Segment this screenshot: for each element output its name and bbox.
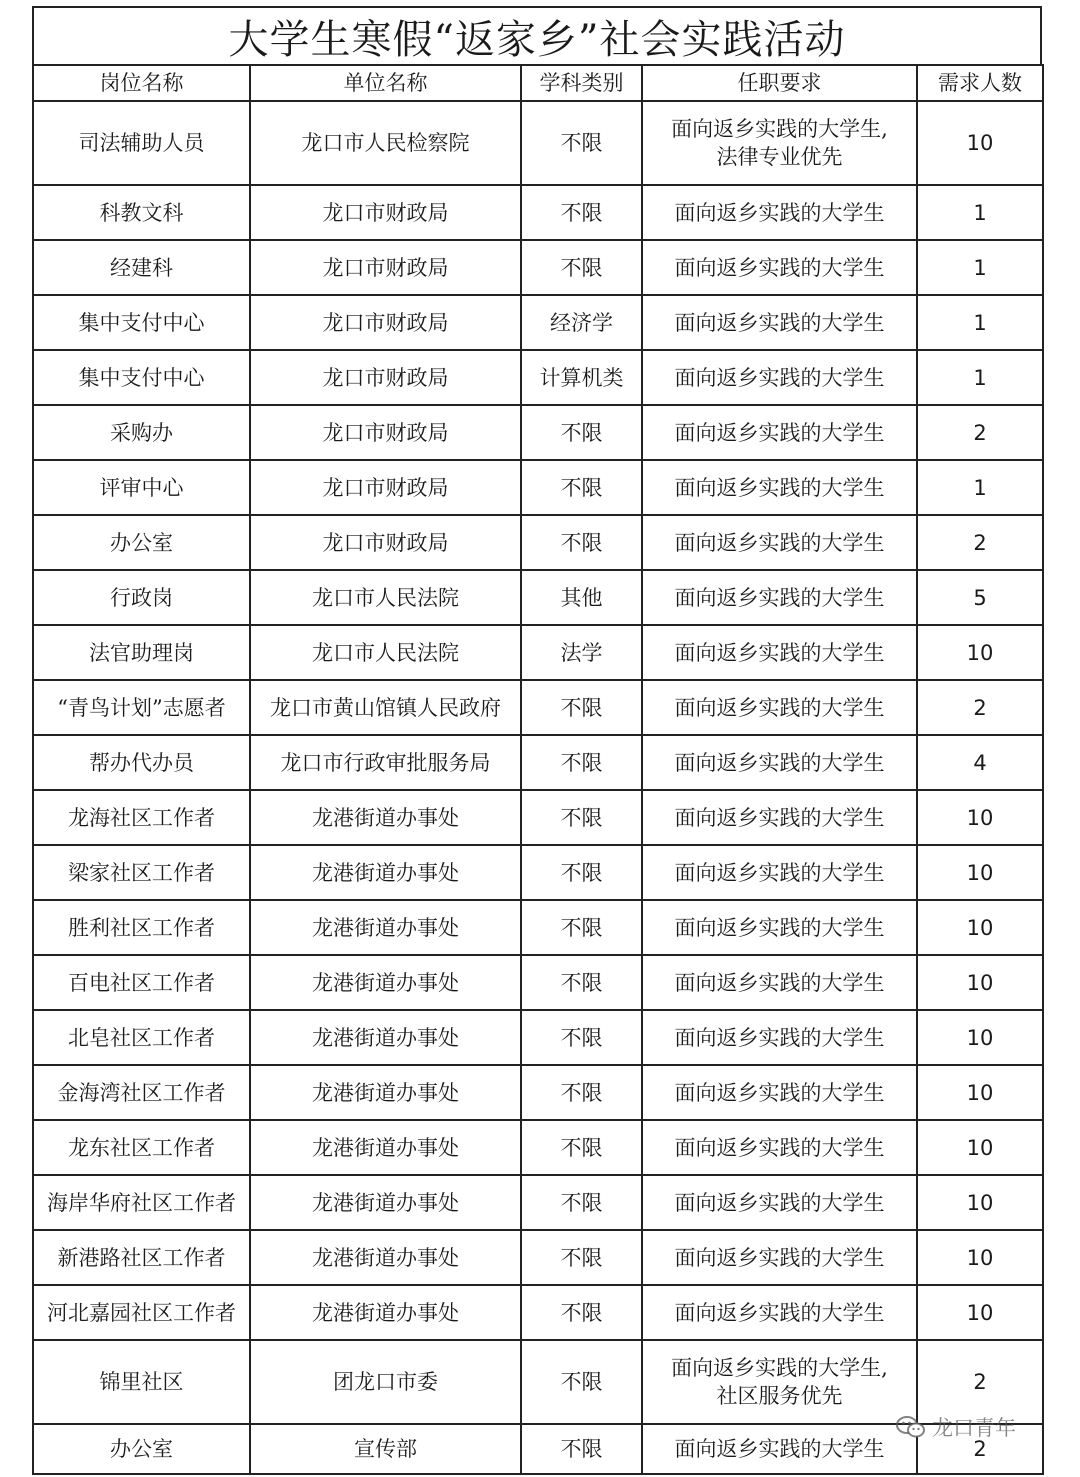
cell-unit: 龙港街道办事处	[250, 900, 521, 955]
cell-requirement	[642, 1120, 917, 1175]
cell-unit: 龙口市人民法院	[250, 570, 521, 625]
table-row	[33, 460, 1043, 515]
cell-discipline: 不限	[521, 405, 642, 460]
table-row	[33, 680, 1043, 735]
table-row	[33, 1175, 1043, 1230]
table-row	[33, 1120, 1043, 1175]
cell-position: 评审中心	[33, 460, 250, 515]
cell-discipline: 不限	[521, 460, 642, 515]
table-row	[33, 1230, 1043, 1285]
cell-position: 司法辅助人员	[33, 101, 250, 185]
cell-requirement	[642, 405, 917, 460]
header-position: 岗位名称	[33, 65, 250, 101]
requirement-line: 面向返乡实践的大学生	[674, 805, 885, 830]
cell-discipline: 不限	[521, 185, 642, 240]
cell-unit: 龙港街道办事处	[250, 1120, 521, 1175]
table-row	[33, 735, 1043, 790]
cell-unit: 龙口市人民法院	[250, 625, 521, 680]
cell-position: 河北嘉园社区工作者	[33, 1285, 250, 1340]
cell-unit: 龙口市财政局	[250, 240, 521, 295]
cell-unit: 龙港街道办事处	[250, 1175, 521, 1230]
cell-requirement	[642, 570, 917, 625]
cell-count: 10	[917, 1010, 1043, 1065]
cell-count: 1	[917, 185, 1043, 240]
cell-discipline: 不限	[521, 101, 642, 185]
table-row	[33, 1424, 1043, 1474]
cell-position: 采购办	[33, 405, 250, 460]
cell-position: 新港路社区工作者	[33, 1230, 250, 1285]
cell-position: 龙海社区工作者	[33, 790, 250, 845]
cell-count: 1	[917, 240, 1043, 295]
requirement-line: 面向返乡实践的大学生	[674, 1245, 885, 1270]
table-row	[33, 570, 1043, 625]
cell-requirement	[642, 240, 917, 295]
cell-count: 10	[917, 1230, 1043, 1285]
cell-requirement	[642, 460, 917, 515]
cell-discipline: 不限	[521, 735, 642, 790]
header-discipline: 学科类别	[521, 65, 642, 101]
requirement-line: 面向返乡实践的大学生	[674, 420, 885, 445]
cell-discipline: 不限	[521, 1424, 642, 1474]
cell-position: 经建科	[33, 240, 250, 295]
requirement-line-2: 法律专业优先	[716, 145, 843, 169]
cell-discipline: 法学	[521, 625, 642, 680]
cell-position: 行政岗	[33, 570, 250, 625]
cell-discipline: 不限	[521, 515, 642, 570]
cell-position: 胜利社区工作者	[33, 900, 250, 955]
cell-position: 办公室	[33, 515, 250, 570]
cell-position: 集中支付中心	[33, 350, 250, 405]
cell-discipline: 不限	[521, 1065, 642, 1120]
table-row	[33, 1285, 1043, 1340]
table-row	[33, 1340, 1043, 1424]
cell-count: 10	[917, 625, 1043, 680]
cell-position: 百电社区工作者	[33, 955, 250, 1010]
cell-discipline: 不限	[521, 1010, 642, 1065]
cell-unit: 团龙口市委	[250, 1340, 521, 1424]
cell-unit: 龙港街道办事处	[250, 1230, 521, 1285]
cell-count: 1	[917, 295, 1043, 350]
cell-discipline: 不限	[521, 1120, 642, 1175]
cell-requirement	[642, 900, 917, 955]
cell-count: 1	[917, 350, 1043, 405]
cell-discipline: 其他	[521, 570, 642, 625]
cell-unit: 龙口市人民检察院	[250, 101, 521, 185]
cell-count: 10	[917, 845, 1043, 900]
cell-discipline: 不限	[521, 1285, 642, 1340]
table-row	[33, 405, 1043, 460]
cell-unit: 龙港街道办事处	[250, 1065, 521, 1120]
cell-position: 金海湾社区工作者	[33, 1065, 250, 1120]
wechat-icon	[896, 1415, 926, 1439]
cell-requirement	[642, 955, 917, 1010]
requirement-line: 面向返乡实践的大学生	[674, 475, 885, 500]
cell-position: 办公室	[33, 1424, 250, 1474]
cell-position: 龙东社区工作者	[33, 1120, 250, 1175]
cell-count: 10	[917, 955, 1043, 1010]
cell-requirement	[642, 350, 917, 405]
requirement-line: 面向返乡实践的大学生	[674, 750, 885, 775]
cell-discipline: 不限	[521, 900, 642, 955]
cell-requirement	[642, 295, 917, 350]
cell-requirement	[642, 1230, 917, 1285]
table-row	[33, 845, 1043, 900]
cell-count: 10	[917, 1285, 1043, 1340]
cell-discipline: 不限	[521, 1175, 642, 1230]
cell-position: 梁家社区工作者	[33, 845, 250, 900]
cell-position: 集中支付中心	[33, 295, 250, 350]
cell-count: 2	[917, 405, 1043, 460]
cell-requirement	[642, 1340, 917, 1424]
table-header-row	[33, 65, 1043, 101]
cell-requirement	[642, 1175, 917, 1230]
cell-requirement	[642, 1065, 917, 1120]
cell-unit: 龙口市财政局	[250, 515, 521, 570]
cell-count: 2	[917, 680, 1043, 735]
cell-position: 北皂社区工作者	[33, 1010, 250, 1065]
requirement-line: 面向返乡实践的大学生	[674, 970, 885, 995]
cell-count: 10	[917, 1065, 1043, 1120]
table-row	[33, 240, 1043, 295]
cell-unit: 龙港街道办事处	[250, 955, 521, 1010]
cell-discipline: 不限	[521, 1340, 642, 1424]
requirement-line: 面向返乡实践的大学生	[674, 1080, 885, 1105]
cell-count: 2	[917, 1424, 1043, 1474]
table-row	[33, 790, 1043, 845]
table-row	[33, 900, 1043, 955]
cell-count: 1	[917, 460, 1043, 515]
table-row	[33, 1010, 1043, 1065]
requirement-line: 面向返乡实践的大学生	[674, 530, 885, 555]
cell-count: 10	[917, 900, 1043, 955]
requirement-line: 面向返乡实践的大学生	[674, 1300, 885, 1325]
header-requirement: 任职要求	[642, 65, 917, 101]
requirement-line: 面向返乡实践的大学生	[674, 255, 885, 280]
requirement-line: 面向返乡实践的大学生	[674, 1025, 885, 1050]
cell-discipline: 不限	[521, 955, 642, 1010]
cell-position: 海岸华府社区工作者	[33, 1175, 250, 1230]
watermark-text: 龙口青年	[932, 1416, 1016, 1440]
requirement-line: 面向返乡实践的大学生	[674, 1190, 885, 1215]
table-row	[33, 955, 1043, 1010]
cell-discipline: 不限	[521, 240, 642, 295]
table-row	[33, 101, 1043, 185]
page-title: 大学生寒假“返家乡”社会实践活动	[32, 6, 1042, 64]
requirement-line: 面向返乡实践的大学生	[674, 1437, 885, 1461]
requirement-line: 面向返乡实践的大学生	[674, 585, 885, 610]
cell-requirement	[642, 101, 917, 185]
cell-unit: 龙口市财政局	[250, 405, 521, 460]
cell-unit: 龙港街道办事处	[250, 790, 521, 845]
table-row	[33, 515, 1043, 570]
cell-position: 锦里社区	[33, 1340, 250, 1424]
cell-discipline: 经济学	[521, 295, 642, 350]
cell-unit: 龙口市财政局	[250, 350, 521, 405]
requirement-line: 面向返乡实践的大学生	[674, 695, 885, 720]
cell-count: 10	[917, 1120, 1043, 1175]
cell-count: 2	[917, 1340, 1043, 1424]
requirement-line: 面向返乡实践的大学生	[674, 1135, 885, 1160]
requirement-line-2: 社区服务优先	[716, 1384, 843, 1408]
table-row	[33, 1065, 1043, 1120]
cell-count: 5	[917, 570, 1043, 625]
document-sheet	[32, 6, 1042, 1475]
cell-unit: 宣传部	[250, 1424, 521, 1474]
cell-discipline: 不限	[521, 845, 642, 900]
cell-unit: 龙港街道办事处	[250, 1010, 521, 1065]
requirement-line: 面向返乡实践的大学生	[674, 365, 885, 390]
requirement-line: 面向返乡实践的大学生	[674, 640, 885, 665]
cell-requirement	[642, 1285, 917, 1340]
cell-unit: 龙口市财政局	[250, 185, 521, 240]
cell-requirement	[642, 1424, 917, 1474]
cell-count: 10	[917, 1175, 1043, 1230]
cell-count: 10	[917, 101, 1043, 185]
cell-position: 帮办代办员	[33, 735, 250, 790]
cell-count: 4	[917, 735, 1043, 790]
cell-requirement	[642, 185, 917, 240]
cell-unit: 龙港街道办事处	[250, 1285, 521, 1340]
cell-requirement	[642, 625, 917, 680]
cell-discipline: 不限	[521, 1230, 642, 1285]
cell-unit: 龙口市黄山馆镇人民政府	[250, 680, 521, 735]
cell-requirement	[642, 845, 917, 900]
cell-unit: 龙口市财政局	[250, 460, 521, 515]
requirement-line: 面向返乡实践的大学生	[674, 860, 885, 885]
cell-requirement	[642, 735, 917, 790]
cell-position: 科教文科	[33, 185, 250, 240]
requirement-line: 面向返乡实践的大学生,	[671, 1356, 888, 1380]
cell-requirement	[642, 790, 917, 845]
cell-unit: 龙口市行政审批服务局	[250, 735, 521, 790]
watermark	[896, 1412, 1016, 1442]
cell-requirement	[642, 515, 917, 570]
header-unit: 单位名称	[250, 65, 521, 101]
table-row	[33, 625, 1043, 680]
cell-position: 法官助理岗	[33, 625, 250, 680]
cell-discipline: 不限	[521, 790, 642, 845]
table-row	[33, 295, 1043, 350]
requirement-line: 面向返乡实践的大学生	[674, 200, 885, 225]
requirement-line: 面向返乡实践的大学生,	[671, 117, 888, 141]
cell-discipline: 计算机类	[521, 350, 642, 405]
requirement-line: 面向返乡实践的大学生	[674, 915, 885, 940]
requirement-line: 面向返乡实践的大学生	[674, 310, 885, 335]
table-row	[33, 350, 1043, 405]
cell-position: “青鸟计划”志愿者	[33, 680, 250, 735]
table-row	[33, 185, 1043, 240]
cell-unit: 龙港街道办事处	[250, 845, 521, 900]
cell-count: 2	[917, 515, 1043, 570]
cell-unit: 龙口市财政局	[250, 295, 521, 350]
cell-discipline: 不限	[521, 680, 642, 735]
positions-table	[32, 64, 1044, 1475]
header-count: 需求人数	[917, 65, 1043, 101]
cell-requirement	[642, 1010, 917, 1065]
cell-count: 10	[917, 790, 1043, 845]
cell-requirement	[642, 680, 917, 735]
